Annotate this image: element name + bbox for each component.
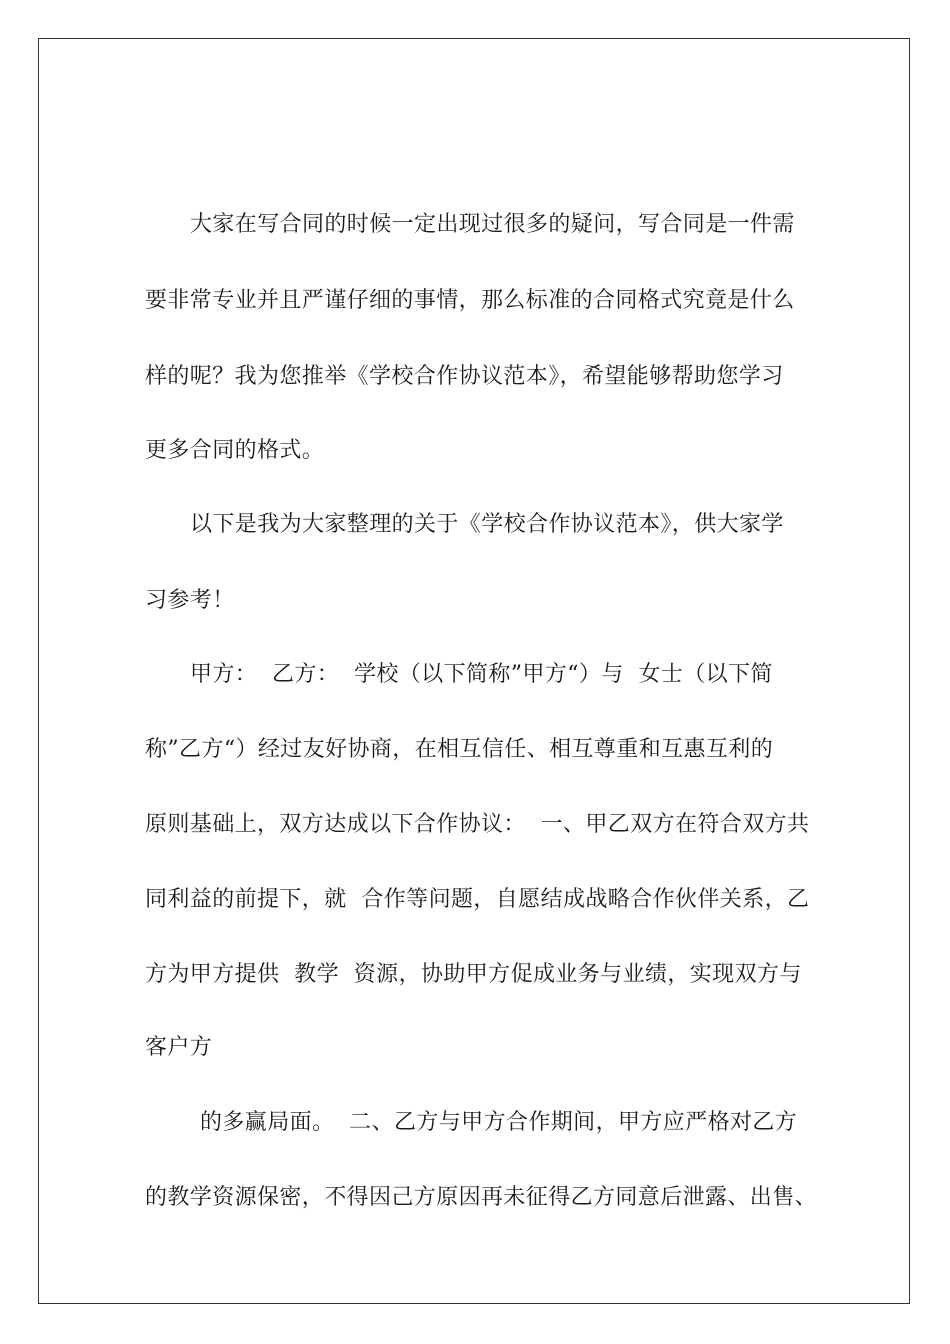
paragraph-line: 要非常专业并且严谨仔细的事情，那么标准的合同格式究竟是什么 <box>145 288 795 313</box>
paragraph-line: 同利益的前提下，就 合作等问题，自愿结成战略合作伙伴关系，乙 <box>145 887 810 912</box>
paragraph-line: 大家在写合同的时候一定出现过很多的疑问，写合同是一件需 <box>190 212 795 237</box>
paragraph-line: 称”乙方“）经过友好协商，在相互信任、相互尊重和互惠互利的 <box>145 737 774 762</box>
paragraph-line: 样的呢？我为您推举《学校合作协议范本》，希望能够帮助您学习 <box>145 364 784 389</box>
paragraph-line: 方为甲方提供 教学 资源，协助甲方促成业务与业绩，实现双方与 <box>145 962 802 987</box>
paragraph-line: 更多合同的格式。 <box>145 438 325 463</box>
paragraph-line: 的多赢局面。 二、乙方与甲方合作期间，甲方应严格对乙方 <box>200 1110 798 1135</box>
paragraph-line: 客户方 <box>145 1035 213 1060</box>
paragraph-line: 的教学资源保密，不得因己方原因再未征得乙方同意后泄露、出售、 <box>145 1185 818 1210</box>
paragraph-line: 习参考！ <box>145 588 235 613</box>
paragraph-line: 甲方： 乙方： 学校（以下简称”甲方“）与 女士（以下简 <box>190 662 773 687</box>
paragraph-line: 原则基础上，双方达成以下合作协议： 一、甲乙双方在符合双方共 <box>145 812 810 837</box>
paragraph-line: 以下是我为大家整理的关于《学校合作协议范本》，供大家学 <box>190 512 784 537</box>
